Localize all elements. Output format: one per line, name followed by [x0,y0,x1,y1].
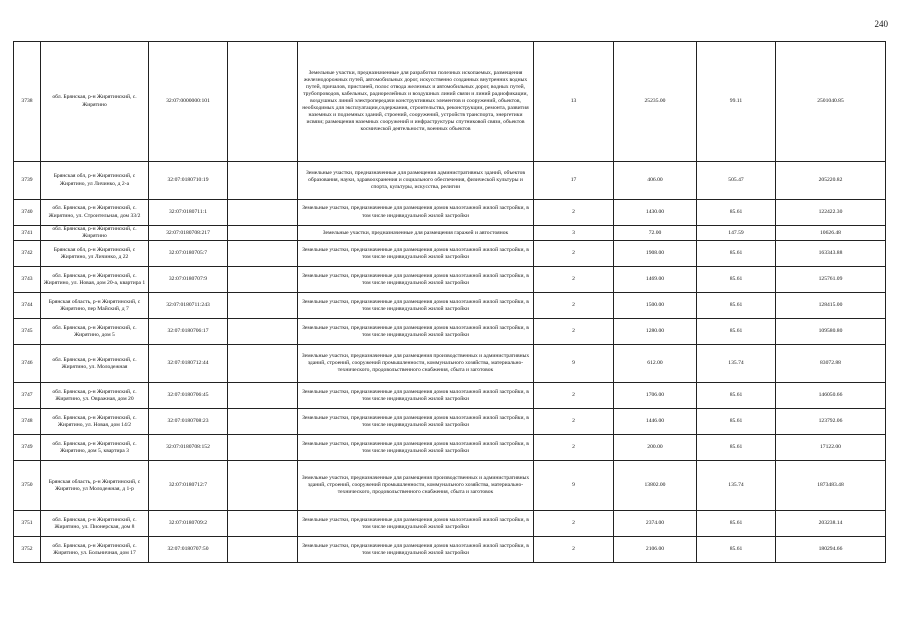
table-row [14,293,886,319]
row-number: 3749 [14,435,41,461]
group-number-cell: 9 [534,461,614,511]
address-cell: Брянская обл, р-н Жирятинский, с Жирятино, ул Личинко, д 22 [41,241,149,267]
address-cell: обл. Брянская, р-н Жирятинский, с. Жирятино, ул. Пионерская, дом 8 [41,511,149,537]
empty-cell [228,511,298,537]
group-number-cell: 2 [534,241,614,267]
group-number-cell: 2 [534,511,614,537]
permitted-use-cell: Земельные участки, предназначенные для размещения домов малоэтажной жилой застройки, в том числе индивидуальной жилой застройки [298,241,534,267]
empty-cell [228,162,298,200]
table-row [14,435,886,461]
table-row [14,226,886,241]
cadastral-value-cell: 17122.00 [776,435,886,461]
permitted-use-cell: Земельные участки, предназначенные для размещения домов малоэтажной жилой застройки, в том числе индивидуальной жилой застройки [298,409,534,435]
row-number: 3738 [14,42,41,162]
row-number: 3751 [14,511,41,537]
specific-value-cell: 147.59 [697,226,776,241]
specific-value-cell: 85.61 [697,293,776,319]
cadastral-number-cell: 32:07:0180710:19 [149,162,228,200]
table-body [14,42,886,563]
empty-cell [228,409,298,435]
address-cell: обл. Брянская, р-н Жирятинский, с. Жирятино, дом 5 [41,319,149,345]
specific-value-cell: 85.61 [697,200,776,226]
empty-cell [228,241,298,267]
empty-cell [228,42,298,162]
specific-value-cell: 135.74 [697,461,776,511]
cadastral-number-cell: 32:07:0180707:50 [149,537,228,563]
area-cell: 1706.00 [614,383,697,409]
area-cell: 25235.00 [614,42,697,162]
area-cell: 72.00 [614,226,697,241]
cadastral-number-cell: 32:07:0180711:243 [149,293,228,319]
specific-value-cell: 505.47 [697,162,776,200]
permitted-use-cell: Земельные участки, предназначенные для размещения домов малоэтажной жилой застройки, в том числе индивидуальной жилой застройки [298,293,534,319]
permitted-use-cell: Земельные участки, предназначенные для размещения производственных и административных зданий, строений, сооружений промышленности, коммунального хозяйства, материально-технического, продовольственного снабжения, сбыта и заготовок [298,461,534,511]
row-number: 3752 [14,537,41,563]
group-number-cell: 2 [534,267,614,293]
permitted-use-cell: Земельные участки, предназначенные для размещения домов малоэтажной жилой застройки, в том числе индивидуальной жилой застройки [298,267,534,293]
permitted-use-cell: Земельные участки, предназначенные для размещения административных зданий, объектов образования, науки, здравоохранения и социального обеспечения, физической культуры и спорта, культуры, искусства, религии [298,162,534,200]
specific-value-cell: 85.61 [697,241,776,267]
empty-cell [228,435,298,461]
table-row [14,511,886,537]
table-row [14,383,886,409]
cadastral-value-cell: 1873483.48 [776,461,886,511]
land-plot-table [13,41,886,563]
table-row [14,409,886,435]
permitted-use-cell: Земельные участки, предназначенные для размещения домов малоэтажной жилой застройки, в том числе индивидуальной жилой застройки [298,435,534,461]
group-number-cell: 2 [534,409,614,435]
table-row [14,319,886,345]
specific-value-cell: 85.61 [697,319,776,345]
cadastral-number-cell: 32:07:0180706:45 [149,383,228,409]
cadastral-number-cell: 32:07:0180706:17 [149,319,228,345]
row-number: 3744 [14,293,41,319]
table-row [14,537,886,563]
area-cell: 406.00 [614,162,697,200]
specific-value-cell: 85.61 [697,537,776,563]
specific-value-cell: 85.61 [697,267,776,293]
row-number: 3739 [14,162,41,200]
cadastral-value-cell: 203238.14 [776,511,886,537]
table-row [14,42,886,162]
cadastral-number-cell: 32:07:0180708:23 [149,409,228,435]
empty-cell [228,226,298,241]
address-cell: обл. Брянская, р-н Жирятинский, с. Жирятино, ул. Новая, дом 20-а, квартира 1 [41,267,149,293]
page-number: 240 [874,19,888,29]
table-row [14,200,886,226]
address-cell: обл. Брянская, р-н Жирятинский, с. Жирятино [41,42,149,162]
cadastral-number-cell: 32:07:0180707:9 [149,267,228,293]
permitted-use-cell: Земельные участки, предназначенные для разработки полезных ископаемых, размещения железнодорожных путей, автомобильных дорог, искусственно созданных внутренних водных путей, причалов, пристаней, полос отвода железных и автомобильных дорог, водных путей, трубопроводов, кабельных, радиорелейных и воздушных линий связи и линий радиофикации, воздушных линий электропередачи конструктивных элементов и сооружений, объектов, необходимых для эксплуатации,содержания, строительства, реконструкции, ремонта, развития наземных и подземных зданий, строений, сооружений, устройств транспорта, энергетики исвязи; размещения наземных сооружений и инфраструктуры спутниковой связи, объектов космической деятельности, военных объектов [298,42,534,162]
area-cell: 13802.00 [614,461,697,511]
address-cell: обл. Брянская, р-н Жирятинский, с. Жирятино [41,226,149,241]
cadastral-value-cell: 205220.82 [776,162,886,200]
group-number-cell: 2 [534,200,614,226]
group-number-cell: 2 [534,435,614,461]
area-cell: 1446.00 [614,409,697,435]
cadastral-value-cell: 109580.80 [776,319,886,345]
address-cell: обл. Брянская, р-н Жирятинский, с. Жирятино, дом 5, квартира 3 [41,435,149,461]
permitted-use-cell: Земельные участки, предназначенные для размещения домов малоэтажной жилой застройки, в том числе индивидуальной жилой застройки [298,537,534,563]
row-number: 3746 [14,345,41,383]
cadastral-value-cell: 123792.06 [776,409,886,435]
cadastral-value-cell: 180294.66 [776,537,886,563]
cadastral-number-cell: 32:07:0180709:2 [149,511,228,537]
cadastral-number-cell: 32:07:0180712:44 [149,345,228,383]
address-cell: обл. Брянская, р-н Жирятинский, с. Жирятино, ул. Молодежная [41,345,149,383]
specific-value-cell: 85.61 [697,511,776,537]
cadastral-value-cell: 122422.30 [776,200,886,226]
cadastral-value-cell: 163343.88 [776,241,886,267]
table-row [14,267,886,293]
address-cell: обл. Брянская, р-н Жирятинский, с. Жирятино, ул. Больничная, дом 17 [41,537,149,563]
cadastral-number-cell: 32:07:0180708:152 [149,435,228,461]
permitted-use-cell: Земельные участки, предназначенные для размещения домов малоэтажной жилой застройки, в том числе индивидуальной жилой застройки [298,383,534,409]
row-number: 3745 [14,319,41,345]
cadastral-value-cell: 10626.48 [776,226,886,241]
group-number-cell: 17 [534,162,614,200]
group-number-cell: 3 [534,226,614,241]
cadastral-number-cell: 32:07:0180705:7 [149,241,228,267]
area-cell: 2106.00 [614,537,697,563]
group-number-cell: 2 [534,537,614,563]
area-cell: 200.00 [614,435,697,461]
area-cell: 1469.00 [614,267,697,293]
permitted-use-cell: Земельные участки, предназначенные для размещения гаражей и автостоянок [298,226,534,241]
row-number: 3742 [14,241,41,267]
area-cell: 612.00 [614,345,697,383]
empty-cell [228,293,298,319]
group-number-cell: 2 [534,293,614,319]
row-number: 3741 [14,226,41,241]
row-number: 3740 [14,200,41,226]
address-cell: обл. Брянская, р-н Жирятинский, с. Жирятино, ул. Строительная, дом 33/2 [41,200,149,226]
address-cell: Брянская область, р-н Жирятинский, с Жирятино, ул Молодежная, д 1-р [41,461,149,511]
empty-cell [228,200,298,226]
group-number-cell: 2 [534,319,614,345]
group-number-cell: 9 [534,345,614,383]
specific-value-cell: 85.61 [697,383,776,409]
specific-value-cell: 99.11 [697,42,776,162]
empty-cell [228,345,298,383]
empty-cell [228,319,298,345]
permitted-use-cell: Земельные участки, предназначенные для размещения домов малоэтажной жилой застройки, в том числе индивидуальной жилой застройки [298,511,534,537]
row-number: 3747 [14,383,41,409]
empty-cell [228,461,298,511]
area-cell: 1430.00 [614,200,697,226]
address-cell: Брянская обл, р-н Жирятинский, с Жирятино, ул Личинко, д 2-а [41,162,149,200]
address-cell: обл. Брянская, р-н Жирятинский, с. Жирятино, ул. Новая, дом 14/2 [41,409,149,435]
area-cell: 1908.00 [614,241,697,267]
row-number: 3750 [14,461,41,511]
empty-cell [228,537,298,563]
cadastral-value-cell: 128415.00 [776,293,886,319]
area-cell: 1280.00 [614,319,697,345]
cadastral-number-cell: 32:07:0180708:217 [149,226,228,241]
cadastral-number-cell: 32:07:0180711:1 [149,200,228,226]
specific-value-cell: 85.61 [697,435,776,461]
row-number: 3743 [14,267,41,293]
address-cell: Брянская область, р-н Жирятинский, с Жирятино, пер Майский, д 7 [41,293,149,319]
group-number-cell: 13 [534,42,614,162]
area-cell: 2374.00 [614,511,697,537]
table-row [14,461,886,511]
cadastral-value-cell: 146050.66 [776,383,886,409]
address-cell: обл. Брянская, р-н Жирятинский, с. Жирятино, ул. Овражная, дом 20 [41,383,149,409]
group-number-cell: 2 [534,383,614,409]
empty-cell [228,267,298,293]
cadastral-number-cell: 32:07:0180712:7 [149,461,228,511]
table-row [14,345,886,383]
specific-value-cell: 135.74 [697,345,776,383]
specific-value-cell: 85.61 [697,409,776,435]
permitted-use-cell: Земельные участки, предназначенные для размещения домов малоэтажной жилой застройки, в том числе индивидуальной жилой застройки [298,319,534,345]
table-row [14,241,886,267]
permitted-use-cell: Земельные участки, предназначенные для размещения домов малоэтажной жилой застройки, в том числе индивидуальной жилой застройки [298,200,534,226]
cadastral-value-cell: 125761.09 [776,267,886,293]
cadastral-number-cell: 32:07:0000000:101 [149,42,228,162]
empty-cell [228,383,298,409]
cadastral-value-cell: 83072.88 [776,345,886,383]
table-row [14,162,886,200]
permitted-use-cell: Земельные участки, предназначенные для размещения производственных и административных зданий, строений, сооружений промышленности, коммунального хозяйства, материально-технического, продовольственного снабжения, сбыта и заготовок [298,345,534,383]
row-number: 3748 [14,409,41,435]
area-cell: 1500.00 [614,293,697,319]
cadastral-value-cell: 2501040.85 [776,42,886,162]
